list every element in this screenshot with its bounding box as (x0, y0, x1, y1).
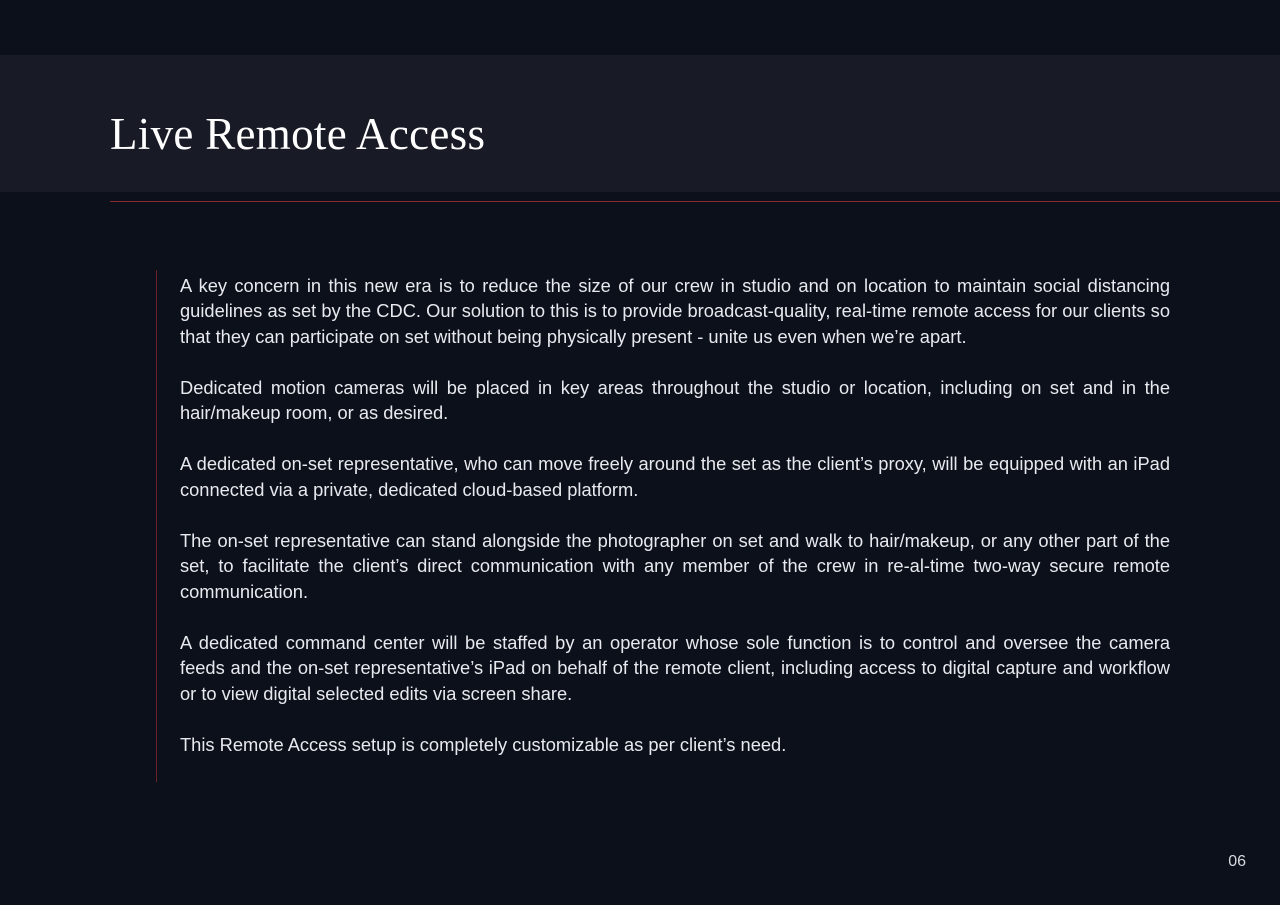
paragraph: Dedicated motion cameras will be placed in key areas throughout the studio or location, including on set and in the hair/makeup room, or as desired. (180, 376, 1170, 424)
paragraph: A key concern in this new era is to reduce the size of our crew in studio and on location to maintain social distancing guidelines as set by the CDC. Our solution to this is to provide broadcast-quality, real-time remote access for our clients so that they can participate on set without being physically present - unite us even when we’re apart. (180, 275, 1170, 347)
body-accent-line (156, 270, 157, 782)
body-text (180, 273, 1170, 783)
paragraph: A dedicated on-set representative, who can move freely around the set as the client’s proxy, will be equipped with an iPad connected via a private, dedicated cloud-based platform. (180, 453, 1170, 500)
paragraph: A dedicated command center will be staffed by an operator whose sole function is to control and oversee the camera feeds and the on-set representative’s iPad on behalf of the remote client, including access to digital capture and workflow or to view digital selected edits via screen share. (180, 631, 1170, 704)
page-number: 06 (1228, 853, 1246, 870)
header-divider (110, 201, 1280, 202)
page-title: Live Remote Access (110, 109, 486, 159)
paragraph: This Remote Access setup is completely customizable as per client’s need. (180, 733, 787, 755)
paragraph: The on-set representative can stand alongside the photographer on set and walk to hair/makeup, or any other part of the set, to facilitate the client’s direct communication with any member of the crew in re-al-time two-way secure remote communication. (180, 530, 1170, 602)
